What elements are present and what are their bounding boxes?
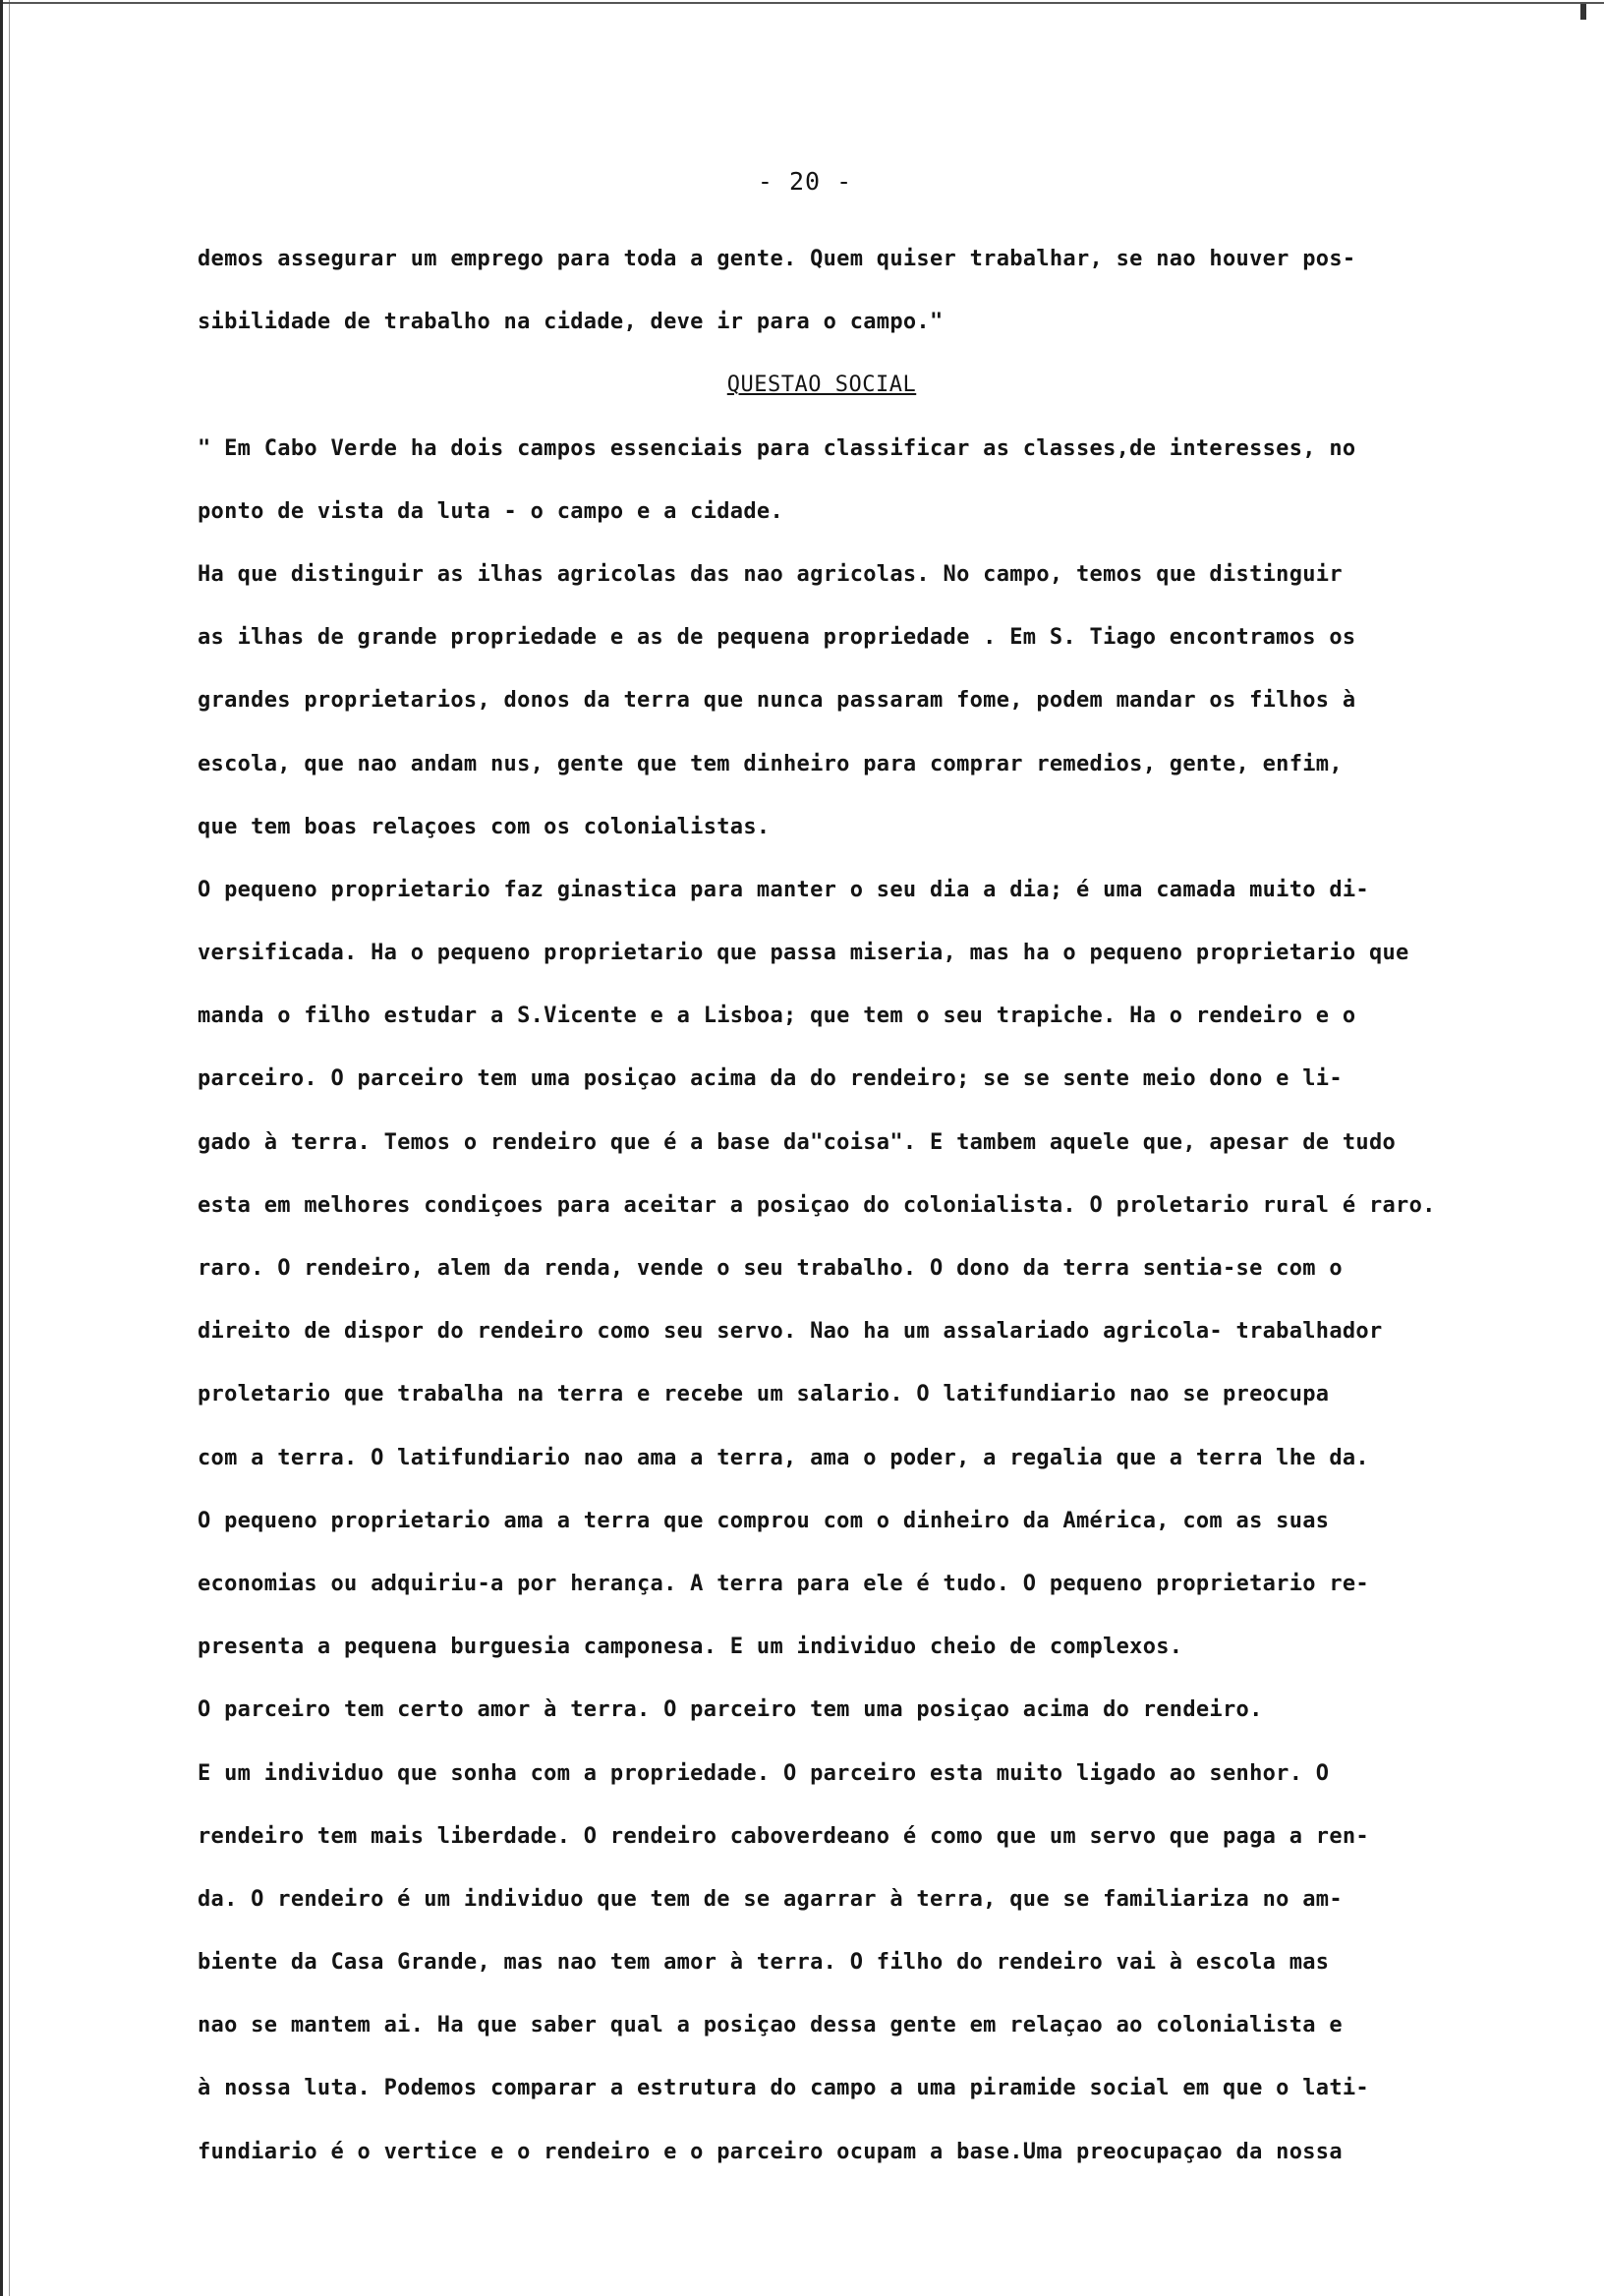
text-line: grandes proprietarios, donos da terra que nunca passaram fome, podem mandar os filhos à xyxy=(198,688,1356,714)
text-line: presenta a pequena burguesia camponesa. E um individuo cheio de complexos. xyxy=(198,1635,1183,1660)
body-text xyxy=(198,228,1593,2184)
text-line: Ha que distinguir as ilhas agricolas das nao agricolas. No campo, temos que distinguir xyxy=(198,561,1343,587)
section-heading xyxy=(198,354,1593,417)
text-line: fundiario é o vertice e o rendeiro e o parceiro ocupam a base.Uma preocupaçao da nossa xyxy=(198,2139,1343,2164)
text-line: sibilidade de trabalho na cidade, deve ir para o campo." xyxy=(198,310,944,335)
text-line: raro. O rendeiro, alem da renda, vende o seu trabalho. O dono da terra sentia-se com o xyxy=(198,1256,1343,1281)
text-line: O pequeno proprietario ama a terra que comprou com o dinheiro da América, com as suas xyxy=(198,1508,1330,1533)
text-line: que tem boas relaçoes com os colonialistas. xyxy=(198,814,771,839)
page-number: - 20 - xyxy=(757,167,853,196)
text-line: economias ou adquiriu-a por herança. A terra para ele é tudo. O pequeno proprietario re- xyxy=(198,1571,1369,1596)
scan-corner-mark xyxy=(1580,4,1586,20)
text-line: " Em Cabo Verde ha dois campos essenciais para classificar as classes,de interesses, no xyxy=(198,435,1356,461)
text-line: rendeiro tem mais liberdade. O rendeiro caboverdeano é como que um servo que paga a ren- xyxy=(198,1823,1369,1849)
text-line: O parceiro tem certo amor à terra. O parceiro tem uma posiçao acima do rendeiro. xyxy=(198,1697,1263,1723)
text-line: à nossa luta. Podemos comparar a estrutura do campo a uma piramide social em que o lati- xyxy=(198,2076,1369,2101)
text-line: E um individuo que sonha com a propriedade. O parceiro esta muito ligado ao senhor. O xyxy=(198,1760,1330,1786)
text-line: O pequeno proprietario faz ginastica para manter o seu dia a dia; é uma camada muito di- xyxy=(198,877,1369,902)
text-line: nao se mantem ai. Ha que saber qual a posiçao dessa gente em relaçao ao colonialista e xyxy=(198,2013,1343,2038)
text-line: escola, que nao andam nus, gente que tem dinheiro para comprar remedios, gente, enfim, xyxy=(198,751,1343,776)
text-line: versificada. Ha o pequeno proprietario que passa miseria, mas ha o pequeno proprietario que xyxy=(198,941,1409,966)
section-heading-text: QUESTAO SOCIAL xyxy=(726,373,917,398)
text-line: parceiro. O parceiro tem uma posiçao acima da do rendeiro; se se sente meio dono e li- xyxy=(198,1066,1343,1092)
text-line: proletario que trabalha na terra e recebe um salario. O latifundiario nao se preocupa xyxy=(198,1382,1330,1407)
text-line: esta em melhores condiçoes para aceitar a posiçao do colonialista. O proletario rural é raro. xyxy=(198,1192,1436,1218)
text-line: manda o filho estudar a S.Vicente e a Lisboa; que tem o seu trapiche. Ha o rendeiro e o xyxy=(198,1004,1356,1029)
text-line: direito de dispor do rendeiro como seu servo. Nao ha um assalariado agricola- trabalhador xyxy=(198,1319,1383,1345)
text-line: com a terra. O latifundiario nao ama a terra, ama o poder, a regalia que a terra lhe da. xyxy=(198,1445,1369,1470)
text-line: ponto de vista da luta - o campo e a cidade. xyxy=(198,498,783,524)
text-line: as ilhas de grande propriedade e as de pequena propriedade . Em S. Tiago encontramos os xyxy=(198,625,1356,651)
text-line: da. O rendeiro é um individuo que tem de se agarrar à terra, que se familiariza no am- xyxy=(198,1886,1343,1912)
text-line: biente da Casa Grande, mas nao tem amor à terra. O filho do rendeiro vai à escola mas xyxy=(198,1950,1330,1976)
text-line: demos assegurar um emprego para toda a gente. Quem quiser trabalhar, se nao houver pos- xyxy=(198,247,1356,271)
text-line: gado à terra. Temos o rendeiro que é a base da"coisa". E tambem aquele que, apesar de tudo xyxy=(198,1129,1397,1155)
